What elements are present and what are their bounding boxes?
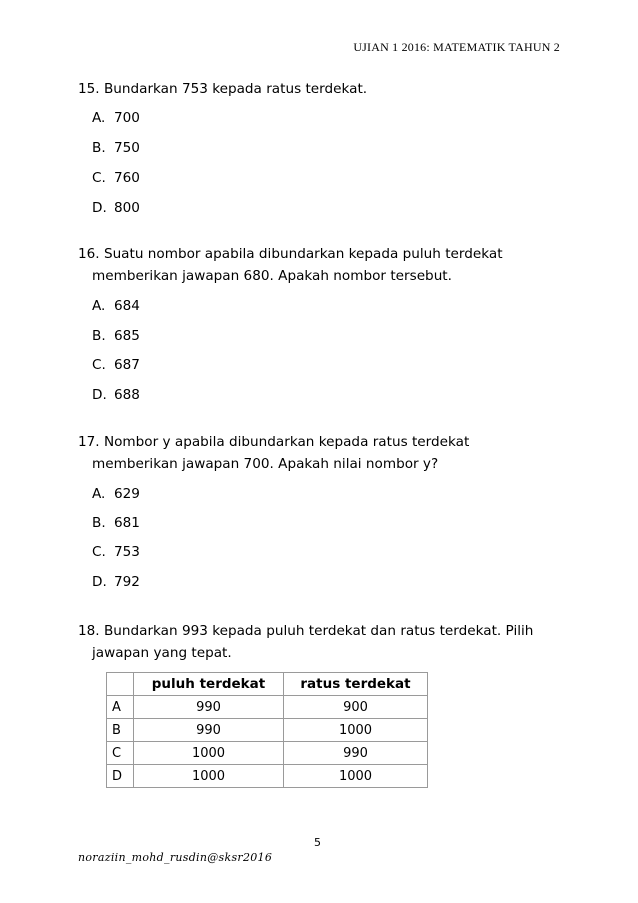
table-cell: 1000	[284, 765, 428, 788]
table-row[interactable]	[107, 696, 428, 719]
question-16-text-line2: memberikan jawapan 680. Apakah nombor tersebut.	[92, 268, 452, 284]
table-header-cell	[107, 673, 134, 696]
option-letter: C.	[92, 357, 106, 373]
option-letter: A.	[92, 298, 106, 314]
question-17-text-line1: 17. Nombor y apabila dibundarkan kepada ratus terdekat	[78, 434, 470, 450]
question-17-option-d[interactable]	[92, 574, 140, 590]
question-17-option-c[interactable]	[92, 544, 140, 560]
question-16-text-line1: 16. Suatu nombor apabila dibundarkan kepada puluh terdekat	[78, 246, 503, 262]
table-row[interactable]	[107, 719, 428, 742]
option-value: 684	[114, 298, 140, 314]
option-letter: A.	[92, 110, 106, 126]
table-cell: A	[107, 696, 134, 719]
table-row[interactable]	[107, 742, 428, 765]
question-15	[78, 78, 367, 100]
question-18	[78, 620, 533, 664]
table-cell: 1000	[284, 719, 428, 742]
question-18-text-line2: jawapan yang tepat.	[92, 645, 232, 661]
option-letter: C.	[92, 170, 106, 186]
option-value: 792	[114, 574, 140, 590]
question-15-option-b[interactable]	[92, 140, 140, 156]
option-letter: B.	[92, 140, 106, 156]
table-cell: 990	[284, 742, 428, 765]
option-value: 687	[114, 357, 140, 373]
table-cell: C	[107, 742, 134, 765]
option-value: 700	[114, 110, 140, 126]
option-value: 688	[114, 387, 140, 403]
option-value: 800	[114, 200, 140, 216]
table-row[interactable]	[107, 765, 428, 788]
question-15-option-c[interactable]	[92, 170, 140, 186]
question-17-option-b[interactable]	[92, 515, 140, 531]
table-cell: 990	[134, 696, 284, 719]
option-letter: A.	[92, 486, 106, 502]
option-value: 760	[114, 170, 140, 186]
page-number: 5	[314, 836, 321, 849]
option-value: 750	[114, 140, 140, 156]
question-17-option-a[interactable]	[92, 486, 140, 502]
question-16-option-b[interactable]	[92, 328, 140, 344]
question-15-option-d[interactable]	[92, 200, 140, 216]
table-cell: 1000	[134, 742, 284, 765]
question-16	[78, 243, 503, 287]
footer-credit: noraziin_mohd_rusdin@sksr2016	[78, 851, 273, 864]
question-16-option-c[interactable]	[92, 357, 140, 373]
option-letter: D.	[92, 387, 107, 403]
table-header-row	[107, 673, 428, 696]
table-cell: D	[107, 765, 134, 788]
option-value: 753	[114, 544, 140, 560]
question-16-option-d[interactable]	[92, 387, 140, 403]
option-letter: B.	[92, 515, 106, 531]
option-letter: D.	[92, 574, 107, 590]
table-cell: 1000	[134, 765, 284, 788]
option-letter: C.	[92, 544, 106, 560]
question-18-text-line1: 18. Bundarkan 993 kepada puluh terdekat dan ratus terdekat. Pilih	[78, 623, 534, 639]
option-letter: D.	[92, 200, 107, 216]
page-header: UJIAN 1 2016: MATEMATIK TAHUN 2	[353, 40, 560, 54]
table-cell: 900	[284, 696, 428, 719]
table-header-cell: puluh terdekat	[134, 673, 284, 696]
question-16-option-a[interactable]	[92, 298, 140, 314]
question-15-option-a[interactable]	[92, 110, 140, 126]
question-17	[78, 431, 469, 475]
question-15-text: 15. Bundarkan 753 kepada ratus terdekat.	[78, 81, 368, 97]
table-cell: 990	[134, 719, 284, 742]
answer-table	[106, 672, 428, 788]
table-header-cell: ratus terdekat	[284, 673, 428, 696]
table-cell: B	[107, 719, 134, 742]
option-letter: B.	[92, 328, 106, 344]
option-value: 685	[114, 328, 140, 344]
option-value: 681	[114, 515, 140, 531]
question-17-text-line2: memberikan jawapan 700. Apakah nilai nombor y?	[92, 456, 439, 472]
option-value: 629	[114, 486, 140, 502]
